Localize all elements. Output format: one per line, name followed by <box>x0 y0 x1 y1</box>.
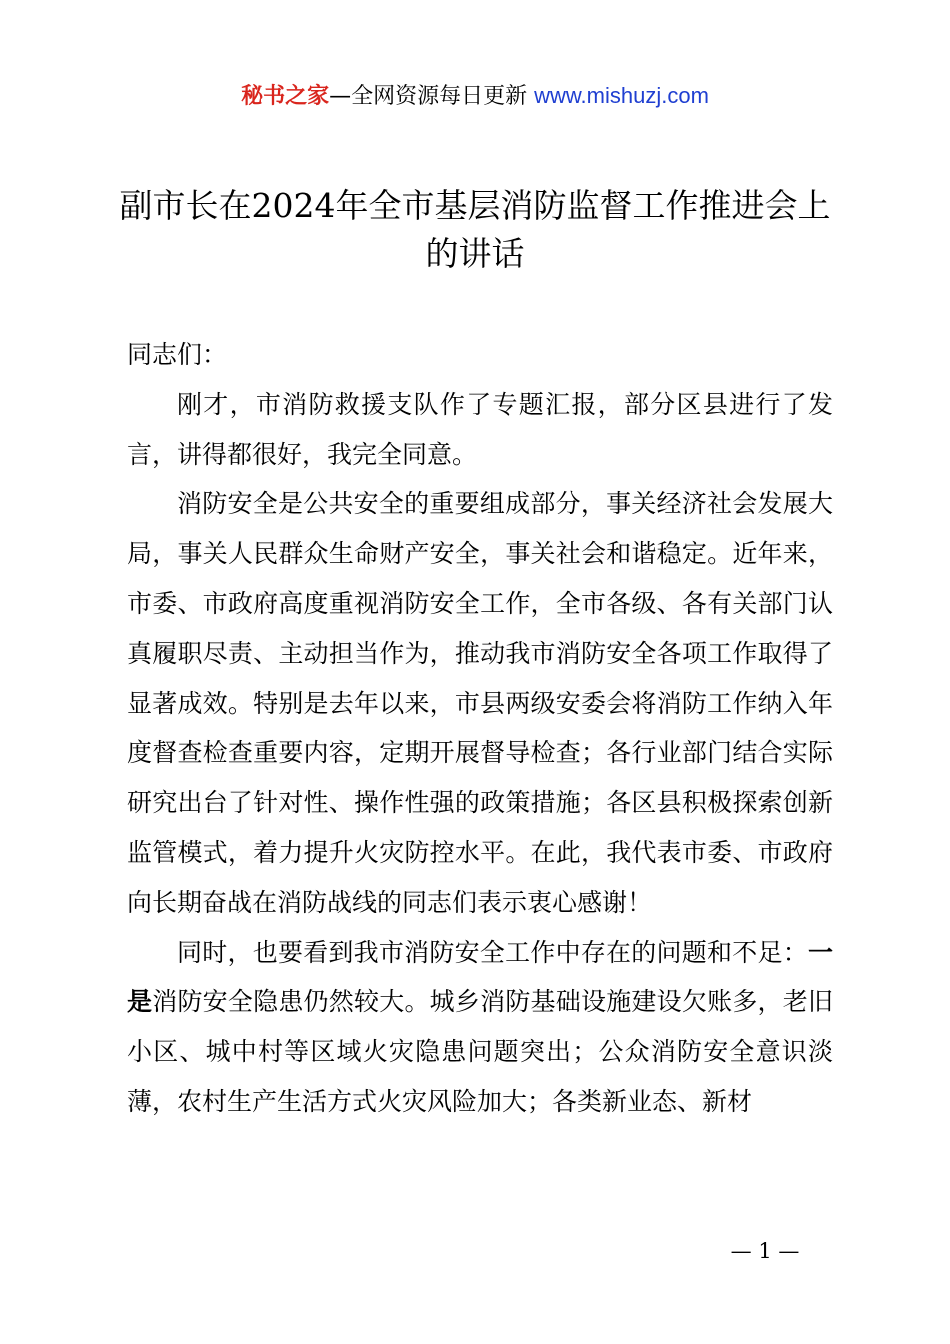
problems-intro-text: 同时，也要看到我市消防安全工作中存在的问题和不足： <box>177 937 808 967</box>
salutation: 同志们： <box>127 340 228 369</box>
page-number: — 1 — <box>730 1239 800 1263</box>
document-body <box>127 330 833 1127</box>
site-brand-name: 秘书之家 <box>241 84 330 109</box>
site-watermark-header <box>0 80 950 113</box>
site-tagline: —全网资源每日更新 <box>329 84 528 109</box>
point-one-text: 消防安全隐患仍然较大。城乡消防基础设施建设欠账多，老旧小区、城中村等区域火灾隐患问题突出；公众消防安全意识淡薄，农村生产生活方式火灾风险加大；各类新业态、新材 <box>127 987 833 1116</box>
point-one-label: 一是 <box>127 937 833 1017</box>
site-url: www.mishuzj.com <box>534 83 709 108</box>
paragraph-achievements: 消防安全是公共安全的重要组成部分，事关经济社会发展大局，事关人民群众生命财产安全，事关社会和谐稳定。近年来，市委、市政府高度重视消防安全工作，全市各级、各有关部门认真履职尽责、主动担当作为，推动我市消防安全各项工作取得了显著成效。特别是去年以来，市县两级安委会将消防工作纳入年度督查检查重要内容，定期开展督导检查；各行业部门结合实际研究出台了针对性、操作性强的政策措施；各区县积极探索创新监管模式，着力提升火灾防控水平。在此，我代表市委、市政府向长期奋战在消防战线的同志们表示衷心感谢！ <box>127 489 833 917</box>
document-title: 副市长在2024年全市基层消防监督工作推进会上的讲话 <box>119 186 831 273</box>
paragraph-problems-intro <box>127 928 833 1127</box>
paragraph-opening: 刚才，市消防救援支队作了专题汇报，部分区县进行了发言，讲得都很好，我完全同意。 <box>127 389 833 469</box>
